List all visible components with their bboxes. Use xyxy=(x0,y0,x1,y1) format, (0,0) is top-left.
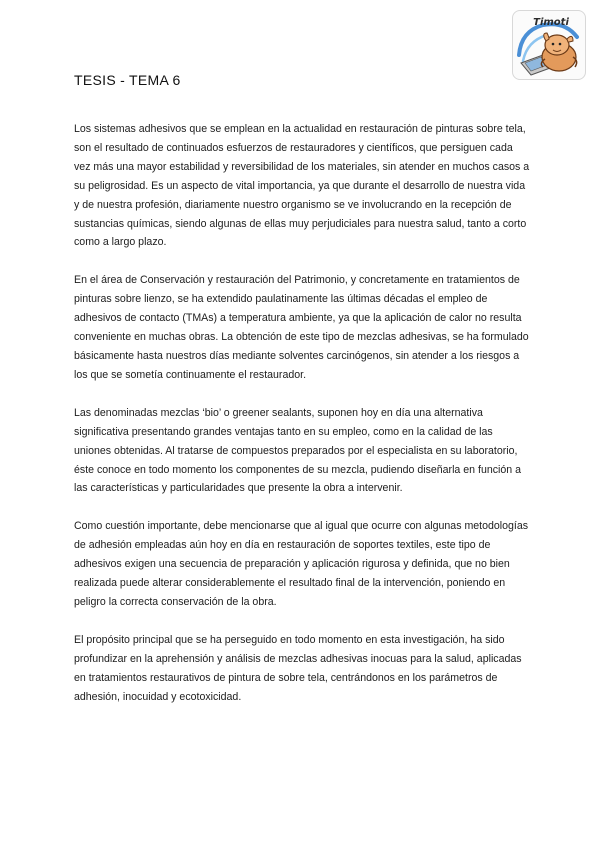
document-title: TESIS - TEMA 6 xyxy=(74,72,181,88)
paragraph: Los sistemas adhesivos que se emplean en la actualidad en restauración de pinturas sobre tela, son el resultado de continuados esfuerzos de restauradores y científicos, que persiguen cada vez más una mayor estabilidad y reversibilidad de los materiales, sin atender en muchos casos a su peligrosidad. Es un aspecto de vital importancia, ya que durante el desarrollo de nuestra vida y de nuestra profesión, diariamente nuestro organismo se ve involucrando en la recepción de sustancias químicas, siendo algunas de ellas muy perjudiciales para nuestra salud, tanto a corto como a largo plazo. xyxy=(74,123,530,249)
paragraph: En el área de Conservación y restauración del Patrimonio, y concretamente en tratamientos de pinturas sobre lienzo, se ha extendido paulatinamente las últimas décadas el empleo de adhesivos de contacto (TMAs) a temperatura ambiente, ya que la aplicación de calor no resulta conveniente en muchas obras. La obtención de este tipo de mezclas adhesivas, se ha formulado básicamente hasta nuestros días mediante solventes carcinógenos, sin atender a los riesgos a los que se sometía continuamente el restaurador. xyxy=(74,274,529,381)
paragraph: Como cuestión importante, debe mencionarse que al igual que ocurre con algunas metodologías de adhesión empleadas aún hoy en día en restauración de soportes textiles, este tipo de adhesivos exigen una secuencia de preparación y aplicación rigurosa y definida, que no bien realizada puede alterar considerablemente el resultado final de la intervención, poniendo en peligro la correcta conservación de la obra. xyxy=(74,520,529,608)
paragraph: El propósito principal que se ha perseguido en todo momento en esta investigación, ha sido profundizar en la aprehensión y análisis de mezclas adhesivas inocuas para la salud, aplicadas en tratamientos restaurativos de pintura de sobre tela, centrándonos en los parámetros de adhesión, inocuidad y ecotoxicidad. xyxy=(74,633,522,703)
timoti-cartoon-logo-icon xyxy=(512,10,586,80)
paragraph: Las denominadas mezclas ‘bio’ o greener sealants, suponen hoy en día una alternativa significativa presentando grandes ventajas tanto en su empleo, como en la calidad de las uniones obtenidas. Al tratarse de compuestos preparados por el especialista en su laboratorio, éste conoce en todo momento los componentes de su mezcla, pudiendo diseñarla en función a las características y particularidades que presente la obra a intervenir. xyxy=(74,406,521,495)
logo-text: Timoti xyxy=(533,17,569,28)
document-body xyxy=(74,120,530,725)
